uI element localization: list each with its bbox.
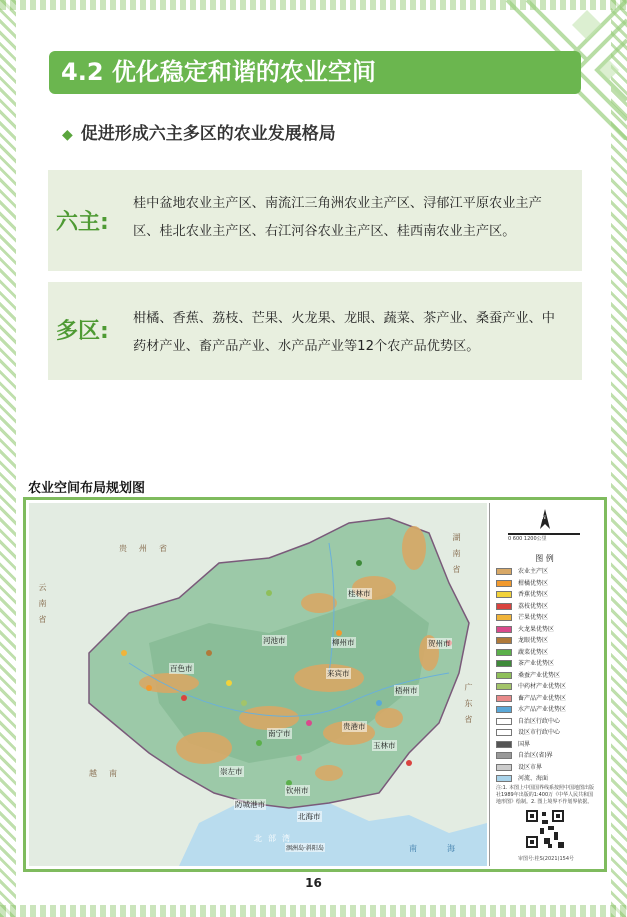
- six-main-zones-box: [48, 170, 582, 271]
- legend-title: 图 例: [535, 554, 554, 563]
- legend-label: 设区市界: [518, 763, 543, 771]
- legend-swatch: [496, 752, 512, 759]
- legend-swatch: [496, 568, 512, 575]
- multi-zones-text: 柑橘、香蕉、荔枝、芒果、火龙果、龙眼、蔬菜、茶产业、桑蚕产业、中药材产业、畜产品产业、水产品产业等12个农产品优势区。: [133, 311, 555, 354]
- scale-label: 0 600 1200公里: [508, 536, 547, 542]
- legend-item: [496, 579, 548, 588]
- bottom-border-pattern: [0, 905, 627, 917]
- legend-swatch: [496, 591, 512, 598]
- map-title: 农业空间布局规划图: [28, 481, 146, 496]
- legend-label: 芒果优势区: [518, 614, 549, 621]
- legend-swatch: [496, 637, 512, 644]
- legend-swatch: [496, 672, 512, 679]
- page-title: 4.2 优化稳定和谐的农业空间: [49, 51, 581, 94]
- legend-swatch: [496, 695, 512, 702]
- legend-item: [496, 763, 542, 772]
- legend-swatch: [496, 660, 512, 667]
- legend-swatch: [496, 775, 512, 782]
- map-label-guangdong: 广东省: [464, 683, 473, 731]
- city-label: 南宁市: [268, 729, 291, 738]
- city-label: 河池市: [263, 636, 286, 645]
- legend-item: [496, 682, 566, 691]
- city-label: 钦州市: [286, 786, 309, 795]
- island-label: 涠洲岛·斜阳岛: [286, 845, 324, 852]
- north-arrow-icon: [538, 509, 552, 531]
- city-label: 贵港市: [343, 722, 366, 731]
- map-label-yunnan: 云南省: [38, 583, 47, 631]
- legend-label: 香蕉优势区: [518, 591, 549, 598]
- city-label: 玉林市: [373, 741, 396, 750]
- map-frame: [23, 497, 607, 872]
- left-border-pattern: [0, 0, 16, 917]
- svg-text:N: N: [542, 515, 546, 521]
- map-label-beibu-gulf: 北部湾: [254, 834, 296, 843]
- map-legend: [489, 503, 599, 866]
- legend-item: [496, 671, 560, 680]
- page-number: 16: [305, 876, 322, 890]
- legend-swatch: [496, 718, 512, 725]
- legend-label: 柑橘优势区: [518, 579, 549, 587]
- legend-item: [496, 648, 548, 657]
- city-label: 桂林市: [348, 589, 371, 598]
- city-label: 柳州市: [332, 638, 355, 647]
- legend-item: [496, 590, 548, 599]
- legend-item: [496, 602, 548, 611]
- legend-swatch: [496, 764, 512, 771]
- legend-label: 河流、海面: [518, 775, 549, 782]
- legend-item: [496, 567, 548, 576]
- legend-swatch: [496, 649, 512, 656]
- legend-item: [496, 625, 554, 634]
- map-label-hunan: 湖南省: [452, 533, 461, 581]
- scale-bar: [508, 533, 580, 543]
- legend-item: [496, 694, 566, 703]
- legend-item: [496, 636, 548, 645]
- legend-item: [496, 659, 554, 668]
- legend-swatch: [496, 614, 512, 621]
- six-main-text: 桂中盆地农业主产区、南流江三角洲农业主产区、浔郁江平原农业主产区、桂北农业主产区、右江河谷农业主产区、桂西南农业主产区。: [133, 196, 542, 239]
- legend-label: 国界: [518, 740, 531, 748]
- city-label: 贺州市: [428, 639, 451, 648]
- legend-item: [496, 740, 530, 749]
- map-approval-number: 审图号:桂S(2021)154号: [517, 856, 575, 862]
- legend-label: 水产品产业优势区: [518, 706, 567, 713]
- legend-item: [496, 751, 553, 760]
- legend-label: 畜产品产业优势区: [518, 694, 567, 702]
- legend-label: 中药材产业优势区: [518, 683, 567, 690]
- legend-item: [496, 705, 566, 714]
- legend-label: 火龙果优势区: [518, 625, 555, 633]
- section-subheading: [62, 120, 336, 148]
- legend-label: 蔬菜优势区: [518, 648, 549, 656]
- subheading-text: 促进形成六主多区的农业发展格局: [80, 124, 336, 144]
- city-label: 百色市: [170, 664, 193, 673]
- city-label: 北海市: [298, 812, 321, 821]
- legend-swatch: [496, 741, 512, 748]
- city-label: 防城港市: [235, 800, 265, 809]
- map-label-vietnam: 越南: [89, 769, 129, 778]
- agriculture-map: [29, 503, 487, 866]
- legend-label: 茶产业优势区: [518, 660, 555, 667]
- legend-item: [496, 728, 560, 737]
- city-label: 梧州市: [395, 686, 418, 695]
- city-label: 来宾市: [327, 669, 350, 678]
- map-label-south-sea: 南海: [409, 844, 485, 853]
- legend-item: [496, 613, 548, 622]
- legend-swatch: [496, 603, 512, 610]
- legend-swatch: [496, 626, 512, 633]
- legend-label: 自治区(省)界: [518, 752, 553, 759]
- multi-zones-label: 多区:: [56, 319, 109, 344]
- legend-swatch: [496, 706, 512, 713]
- legend-item: [496, 774, 548, 783]
- city-label: 崇左市: [220, 767, 243, 776]
- legend-label: 农业主产区: [518, 568, 549, 575]
- legend-swatch: [496, 580, 512, 587]
- map-note: 注:1. 本图上中国国界线系按照中国地图出版社1989年出版的1:400万《中华人民共和国地形图》绘制。2. 图上境界不作划界依据。: [496, 785, 595, 805]
- legend-label: 自治区行政中心: [518, 717, 561, 725]
- six-main-label: 六主:: [56, 210, 109, 235]
- legend-label: 荔枝优势区: [518, 602, 549, 610]
- legend-label: 桑蚕产业优势区: [518, 671, 561, 679]
- legend-item: [496, 717, 560, 726]
- multi-zones-box: [48, 282, 582, 380]
- map-label-guizhou: 贵州省: [119, 544, 179, 553]
- legend-swatch: [496, 683, 512, 690]
- diamond-bullet-icon: ◆: [62, 127, 73, 143]
- qr-code-icon: [524, 808, 566, 850]
- legend-label: 设区市行政中心: [518, 729, 561, 736]
- legend-label: 龙眼优势区: [518, 637, 549, 644]
- legend-swatch: [496, 729, 512, 736]
